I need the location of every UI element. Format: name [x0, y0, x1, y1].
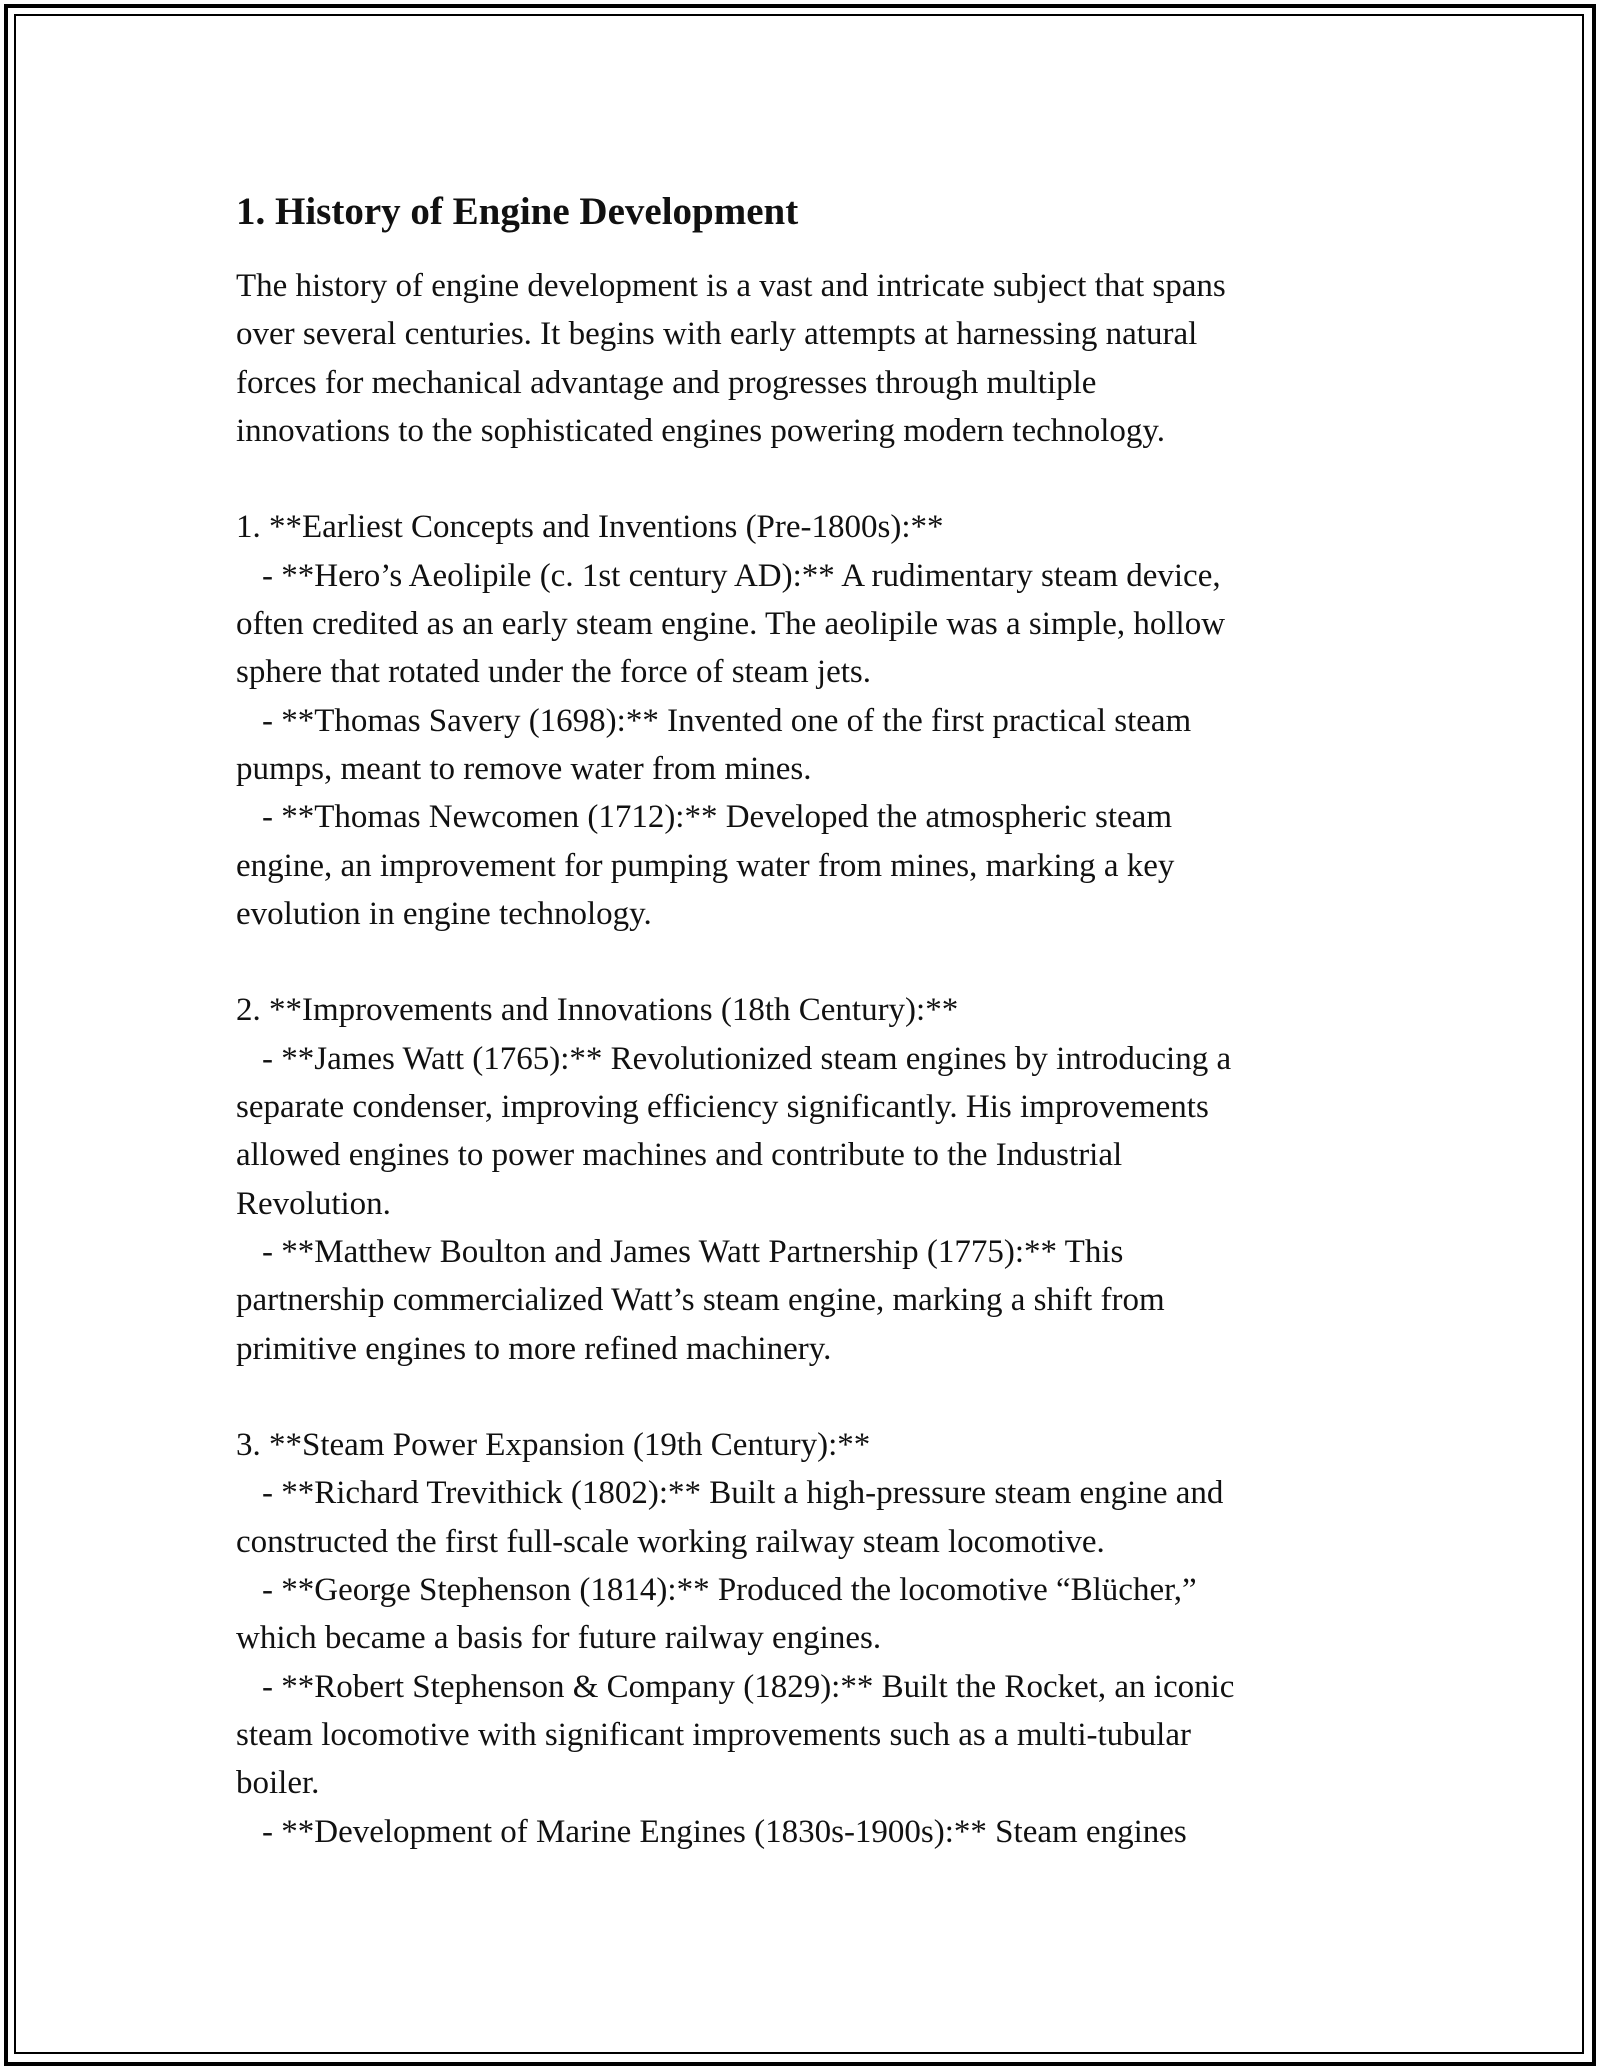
list-item — [236, 1566, 1366, 1663]
list-item-line: partnership commercialized Watt’s steam engine, marking a shift from — [236, 1282, 1165, 1319]
list-item-line: constructed the first full-scale working railway steam locomotive. — [236, 1523, 1105, 1560]
list-item-line: primitive engines to more refined machinery. — [236, 1330, 832, 1367]
list-item-line: - **James Watt (1765):** Revolutionized steam engines by introducing a — [262, 1040, 1232, 1077]
list-item-line: often credited as an early steam engine. The aeolipile was a simple, hollow — [236, 606, 1226, 643]
paragraph-gap — [236, 455, 1366, 503]
paragraph-gap — [236, 938, 1366, 986]
intro-line: forces for mechanical advantage and progresses through multiple — [236, 364, 1097, 401]
list-item-line: - **Development of Marine Engines (1830s-1900s):** Steam engines — [262, 1813, 1187, 1850]
list-item — [236, 1808, 1366, 1856]
section-heading: 1. History of Engine Development — [236, 190, 799, 233]
list-item — [236, 1469, 1366, 1566]
list-item — [236, 793, 1366, 938]
intro-paragraph — [236, 262, 1366, 455]
list-item-line: boiler. — [236, 1765, 320, 1802]
list-item — [236, 697, 1366, 794]
list-section-1 — [236, 503, 1366, 938]
list-item-line: sphere that rotated under the force of steam jets. — [236, 654, 871, 691]
intro-line: The history of engine development is a vast and intricate subject that spans — [236, 268, 1226, 304]
list-section-title: 3. **Steam Power Expansion (19th Century):** — [236, 1427, 871, 1464]
list-item-line: engine, an improvement for pumping water from mines, marking a key — [236, 847, 1175, 884]
list-item-line: allowed engines to power machines and contribute to the Industrial — [236, 1137, 1123, 1174]
list-item — [236, 1228, 1366, 1373]
list-item-line: Revolution. — [236, 1185, 391, 1222]
list-item-line: evolution in engine technology. — [236, 895, 652, 932]
list-item-line: steam locomotive with significant improvements such as a multi-tubular — [236, 1716, 1191, 1753]
list-section-2 — [236, 986, 1366, 1372]
list-item — [236, 1663, 1366, 1808]
list-item-line: - **Richard Trevithick (1802):** Built a high-pressure steam engine and — [262, 1475, 1224, 1512]
list-item-line: - **Hero’s Aeolipile (c. 1st century AD):** A rudimentary steam device, — [262, 557, 1221, 594]
list-item — [236, 552, 1366, 697]
list-item-line: pumps, meant to remove water from mines. — [236, 750, 812, 787]
list-item-line: separate condenser, improving efficiency significantly. His improvements — [236, 1089, 1209, 1126]
list-section-title: 2. **Improvements and Innovations (18th Century):** — [236, 992, 959, 1029]
intro-line: innovations to the sophisticated engines powering modern technology. — [236, 412, 1166, 449]
list-item-line: - **Thomas Newcomen (1712):** Developed the atmospheric steam — [262, 799, 1172, 836]
document-body — [236, 186, 1366, 1856]
intro-line: over several centuries. It begins with early attempts at harnessing natural — [236, 316, 1198, 353]
list-item-line: - **George Stephenson (1814):** Produced the locomotive “Blücher,” — [262, 1572, 1197, 1609]
list-item-line: - **Robert Stephenson & Company (1829):** Built the Rocket, an iconic — [262, 1668, 1235, 1705]
list-section-title: 1. **Earliest Concepts and Inventions (Pre-1800s):** — [236, 509, 944, 546]
list-item-line: - **Matthew Boulton and James Watt Partnership (1775):** This — [262, 1233, 1124, 1270]
list-item — [236, 1035, 1366, 1228]
list-item-line: - **Thomas Savery (1698):** Invented one of the first practical steam — [262, 702, 1192, 739]
list-item-line: which became a basis for future railway engines. — [236, 1620, 882, 1657]
paragraph-gap — [236, 1373, 1366, 1421]
list-section-3 — [236, 1421, 1366, 1856]
